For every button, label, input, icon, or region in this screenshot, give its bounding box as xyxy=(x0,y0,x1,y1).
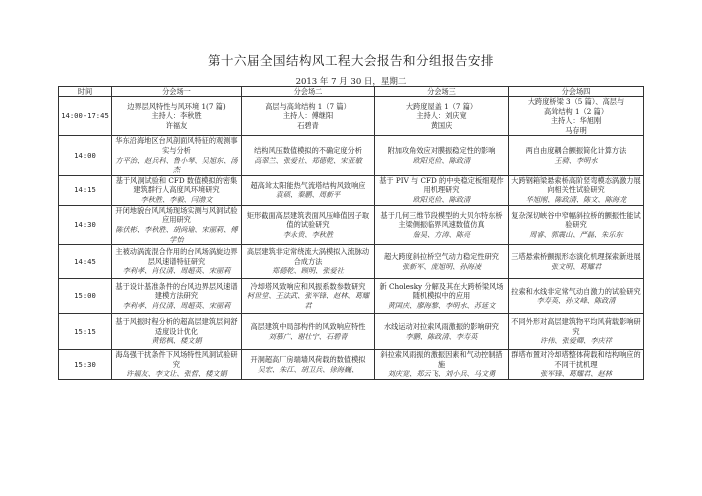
column-header-venue-4: 分会场四 xyxy=(509,87,644,97)
session-chair-row xyxy=(59,97,644,136)
talk-cell xyxy=(375,245,509,279)
table-row xyxy=(59,350,644,380)
talk-cell xyxy=(112,350,242,380)
talk-cell xyxy=(375,314,509,350)
page-title: 第十六届全国结构风工程大会报告和分组报告安排 xyxy=(207,53,494,68)
session-topic: 大跨度桥梁 3（5 篇）、高层与 xyxy=(527,97,625,106)
talk-cell xyxy=(112,175,242,205)
talk-title: 复杂深切峡谷中窄幅斜拉桥的颤振性能试验研究 xyxy=(511,210,641,230)
talk-cell xyxy=(375,175,509,205)
talk-cell xyxy=(112,314,242,350)
talk-cell xyxy=(242,175,375,205)
session-topic: 高耸结构 1（2 篇） xyxy=(543,106,609,116)
talk-authors: 许福友、李文让、张哲、楼文娟 xyxy=(126,369,227,379)
talk-authors: 欧阳克俭、陈政清 xyxy=(412,195,471,205)
talk-cell xyxy=(112,205,242,244)
talk-title: 开闭地貌台风风场现场实测与风洞试验应用研究 xyxy=(115,205,238,225)
talk-cell xyxy=(112,279,242,314)
column-header-time: 时间 xyxy=(59,87,112,97)
talk-authors: 刘慕广、谢壮宁、石碧青 xyxy=(268,331,348,341)
talk-authors: 周睿、郭震山、严磊、朱乐东 xyxy=(529,229,623,239)
talk-cell xyxy=(242,136,375,175)
talk-authors: 李永贵、李秋胜 xyxy=(282,229,334,239)
session-chair: 主持人：刘庆宽 xyxy=(416,111,467,121)
talk-title: 高层建筑中局部构件的风致响应特性 xyxy=(250,322,366,332)
talk-time: 14:15 xyxy=(59,175,112,205)
table-row xyxy=(59,245,644,279)
talk-cell xyxy=(112,136,242,175)
talk-authors: 李利孝、肖仪清、周超英、宋丽莉 xyxy=(122,266,231,276)
talk-cell xyxy=(112,245,242,279)
talk-cell xyxy=(375,279,509,314)
talk-cell xyxy=(375,205,509,244)
talk-authors: 黄铭枫、楼文娟 xyxy=(151,336,202,346)
talk-title: 超大跨度斜拉桥空气动力稳定性研究 xyxy=(383,252,499,262)
table-row xyxy=(59,314,644,350)
session-topic: 高层与高耸结构 1（7 篇） xyxy=(265,101,351,111)
talk-time: 14:00 xyxy=(59,136,112,175)
talk-title: 大跨钢箱梁悬索桥高阶竖弯模态涡激力展向相关性试验研究 xyxy=(511,175,641,195)
talk-cell xyxy=(242,245,375,279)
talk-authors: 张文明、葛耀君 xyxy=(550,261,602,271)
talk-authors: 李寿英、孙文峰、陈政清 xyxy=(536,296,616,306)
talk-title: 海岛强干扰条件下风场特性风洞试验研究 xyxy=(115,350,238,369)
talk-authors: 刘庆宽、郑云飞、刘小兵、马文勇 xyxy=(387,369,496,379)
talk-cell xyxy=(509,350,644,380)
talk-title: 不同外形对高层建筑物平均风荷载影响研究 xyxy=(511,317,641,336)
talk-authors: 柯世堂、王法武、张军锋、赵林、葛耀君 xyxy=(246,291,370,310)
session-chair: 许福友 xyxy=(165,120,188,130)
schedule-table xyxy=(58,86,644,380)
talk-time: 15:15 xyxy=(59,314,112,350)
talk-cell xyxy=(242,205,375,244)
talk-authors: 王骑、李明水 xyxy=(554,155,598,165)
talk-cell xyxy=(242,314,375,350)
talk-authors: 张军锋、葛耀君、赵林 xyxy=(540,369,612,379)
talk-authors: 方平治、赵兵科、鲁小琴、吴旭东、汤杰 xyxy=(115,155,238,175)
session-chair: 主持人：华旭刚 xyxy=(550,116,602,126)
talk-title: 基于风振时程分析的超高层建筑层间舒适度设计优化 xyxy=(115,317,238,336)
column-header-venue-1: 分会场一 xyxy=(112,87,242,97)
session-info-venue-2 xyxy=(242,97,375,136)
talk-title: 超高耸太阳能热气流塔结构风致响应 xyxy=(250,180,366,190)
talk-authors: 许伟、张爱卿、李庆祥 xyxy=(540,336,612,346)
talk-title: 基于 PIV 与 CFD 的中央稳定板细观作用机理研究 xyxy=(379,175,504,195)
talk-cell xyxy=(375,350,509,380)
column-header-venue-3: 分会场三 xyxy=(375,87,509,97)
talk-authors: 欧阳克俭、陈政清 xyxy=(412,155,471,165)
session-chair: 主持人：李秋胜 xyxy=(151,111,202,121)
column-header-venue-2: 分会场二 xyxy=(242,87,375,97)
schedule-date: 2013 年 7 月 30 日，星期二 xyxy=(295,77,407,87)
talk-title: 高层建筑非定常绕流大涡模拟入流脉动合成方法 xyxy=(246,247,370,266)
talk-cell xyxy=(509,175,644,205)
talk-authors: 李鹏、陈政清、李寿英 xyxy=(405,331,478,341)
talk-title: 两自由度耦合颤振简化计算方法 xyxy=(525,145,627,155)
talk-cell xyxy=(509,245,644,279)
session-chair: 黄国庆 xyxy=(430,120,453,130)
talk-title: 水线运动对拉索风雨激振的影响研究 xyxy=(383,322,499,332)
session-topic: 边界层风特性与风环境 1(7 篇) xyxy=(127,101,226,111)
talk-cell xyxy=(242,350,375,380)
talk-title: 开洞超高厂房端墙风荷载的数值模拟 xyxy=(250,355,366,365)
table-row xyxy=(59,279,644,314)
session-chair: 马存明 xyxy=(565,125,587,135)
talk-authors: 张新军、庞旭明、孙海凌 xyxy=(401,261,482,271)
talk-title: 冷却塔风致响应和风振系数参数研究 xyxy=(250,281,366,291)
session-time: 14:00-17:45 xyxy=(59,97,112,136)
talk-time: 14:45 xyxy=(59,245,112,279)
talk-title: 华东沿海地区台风剖面风特征的观测事实与分析 xyxy=(115,136,238,155)
talk-title: 新 Cholesky 分解及其在大跨桥梁风场随机模拟中的应用 xyxy=(379,281,504,301)
talk-time: 14:30 xyxy=(59,205,112,244)
table-row xyxy=(59,136,644,175)
talk-authors: 袁硕、秦鹏、周新平 xyxy=(275,190,341,200)
talk-cell xyxy=(509,136,644,175)
session-topic: 大跨度屋盖 1（7 篇） xyxy=(405,101,478,111)
talk-time: 15:00 xyxy=(59,279,112,314)
talk-authors: 黄国庆、廖海黎、李明水、苏延文 xyxy=(387,300,496,310)
talk-title: 三塔悬索桥颤振形态演化机理探索新进展 xyxy=(511,252,641,262)
session-chair: 石碧青 xyxy=(297,120,319,130)
talk-authors: 高翠兰、张爱社、郑德乾、宋亚敏 xyxy=(254,155,362,165)
talk-cell xyxy=(509,279,644,314)
talk-authors: 李秋胜、李毅、闫渤文 xyxy=(140,195,213,205)
talk-authors: 郑德乾、顾明、张爱社 xyxy=(272,266,344,276)
talk-title: 群塔布置对冷却塔整体荷载和结构响应的不同干扰机理 xyxy=(511,350,641,369)
table-row xyxy=(59,175,644,205)
session-info-venue-3 xyxy=(375,97,509,136)
talk-authors: 华旭刚、陈政清、陈文、陈海龙 xyxy=(525,195,627,205)
talk-title: 拉索和水线非定常气动自激力的试验研究 xyxy=(511,286,641,296)
talk-title: 基于风洞试验和 CFD 数值模拟的密集建筑群行人高度风环境研究 xyxy=(115,175,238,195)
talk-cell xyxy=(509,314,644,350)
talk-title: 斜拉索风雨振的激振因素和气动控制措施 xyxy=(380,350,503,369)
talk-title: 基于几何三维节段模型的大贝尔特东桥主梁侧振临界风速数值仿真 xyxy=(380,210,503,230)
session-info-venue-4 xyxy=(509,97,644,136)
talk-authors: 詹昊、方涛、陈亮 xyxy=(412,229,471,239)
talk-authors: 陈伏彬、李秋胜、胡尚瑜、宋丽莉、傅学怡 xyxy=(115,224,238,244)
talk-title: 基于设计基准条件的台风边界层风速谱建模方法研究 xyxy=(115,281,238,301)
session-info-venue-1 xyxy=(112,97,242,136)
talk-title: 主被动涡流混合作用的台风场涡旋边界层风速谱特征研究 xyxy=(115,247,238,266)
session-chair: 主持人：傅继阳 xyxy=(282,111,334,121)
table-header-row xyxy=(59,87,644,97)
talk-authors: 李利孝、肖仪清、周超英、宋丽莉 xyxy=(122,300,231,310)
table-row xyxy=(59,205,644,244)
talk-cell xyxy=(509,205,644,244)
talk-title: 附加攻角效应对膜振稳定性的影响 xyxy=(387,145,496,155)
talk-title: 矩形截面高层建筑表面风压峰值因子取值的试验研究 xyxy=(246,210,370,230)
talk-authors: 吴宏、朱江、胡卫兵、徐海巍、 xyxy=(257,364,359,374)
talk-title: 结构风压数值模拟的不确定度分析 xyxy=(254,145,362,155)
talk-time: 15:30 xyxy=(59,350,112,380)
talk-cell xyxy=(242,279,375,314)
talk-cell xyxy=(375,136,509,175)
